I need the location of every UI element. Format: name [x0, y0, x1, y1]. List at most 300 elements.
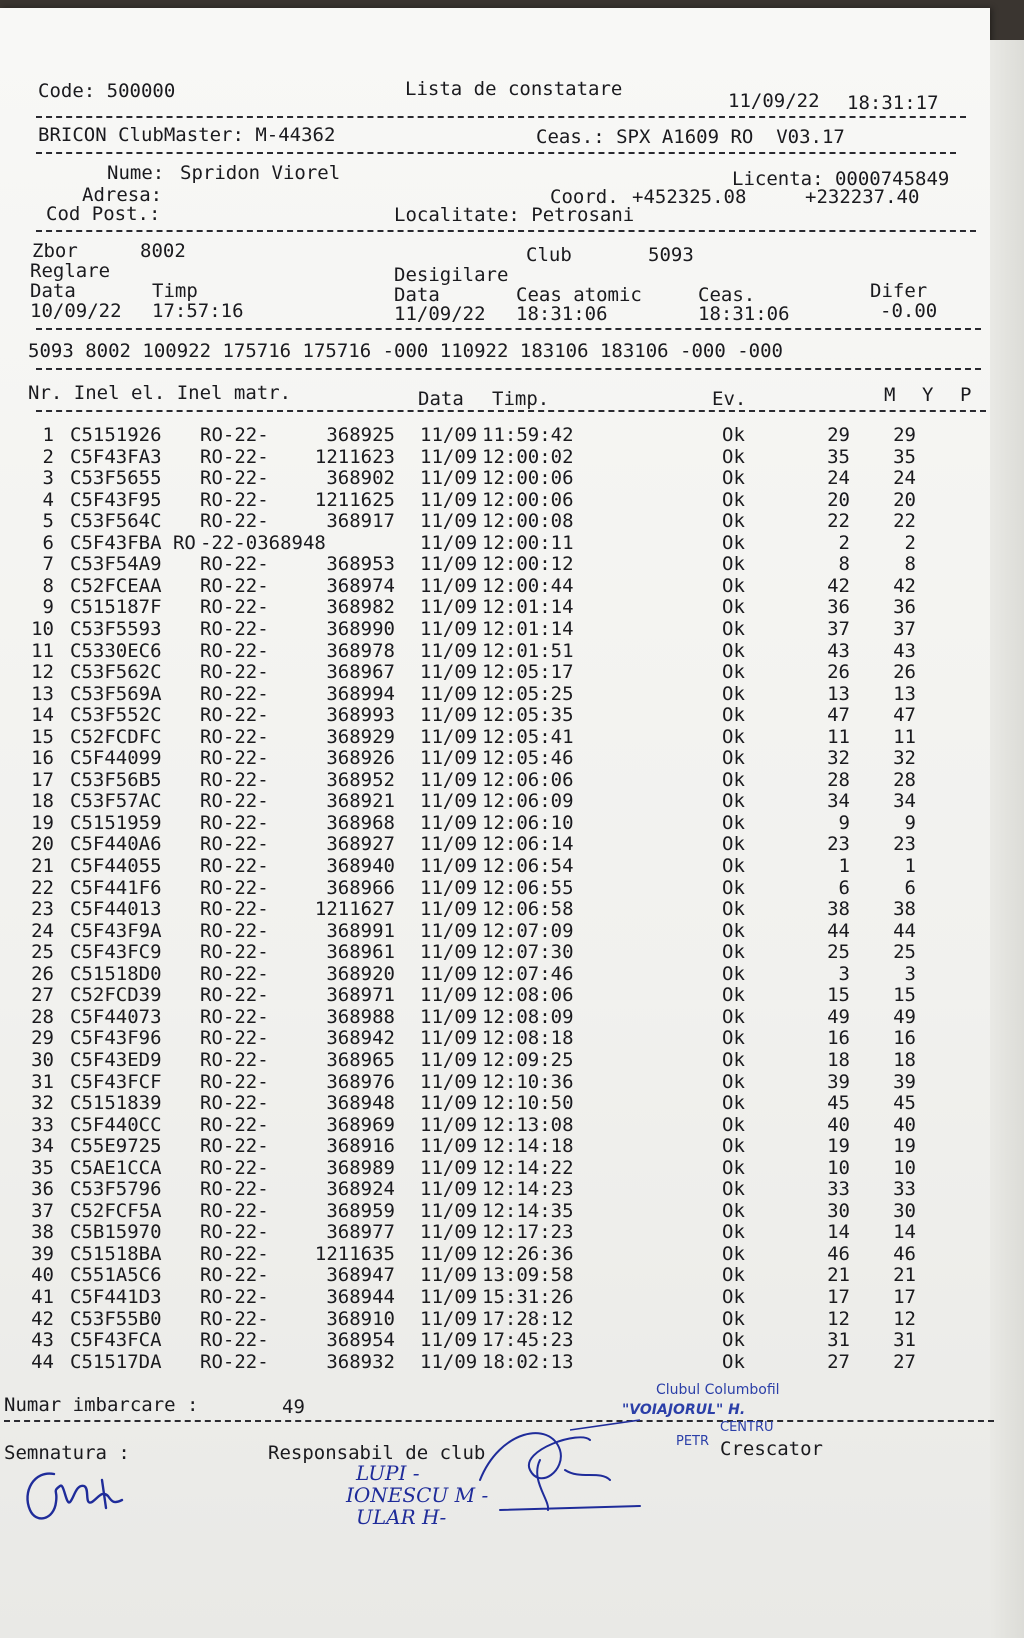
ring-prefix: RO-22- [200, 510, 269, 533]
arrival-time: 13:09:58 [482, 1264, 574, 1287]
y-value: 19 [893, 1135, 916, 1158]
row-number: 43 [31, 1329, 54, 1352]
stamp-line-4: PETR [676, 1434, 710, 1449]
row-number: 6 [42, 531, 54, 554]
ring-number: 368961 [326, 941, 395, 964]
y-value: 33 [893, 1178, 916, 1201]
y-value: 22 [893, 510, 916, 533]
table-row [0, 812, 990, 833]
m-value: 37 [827, 617, 850, 640]
event-status: Ok [722, 531, 745, 554]
arrival-time: 11:59:42 [482, 424, 574, 446]
arrival-time: 12:06:10 [482, 811, 574, 834]
reglare-time: 17:57:16 [152, 300, 244, 322]
electronic-ring: C515187F [70, 596, 162, 619]
arrival-time: 12:07:30 [482, 941, 574, 964]
arrival-date: 11/09 [420, 833, 478, 856]
electronic-ring: C5F43FC9 [70, 941, 162, 964]
m-value: 30 [827, 1199, 850, 1222]
arrival-time: 12:00:11 [482, 531, 574, 554]
ring-prefix: RO-22- [200, 1199, 269, 1222]
row-number: 24 [31, 919, 54, 942]
arrival-date: 11/09 [420, 919, 478, 942]
license: Licenta: 0000745849 [732, 168, 950, 190]
arrival-time: 12:06:55 [482, 876, 574, 899]
table-row [0, 640, 990, 661]
arrival-date: 11/09 [420, 984, 478, 1007]
electronic-ring: C51518D0 [70, 962, 162, 985]
m-value: 13 [827, 682, 850, 705]
signature-label: Semnatura : [4, 1442, 130, 1464]
stamp-line-3: CENTRU [720, 1420, 774, 1435]
y-value: 27 [893, 1350, 916, 1373]
ring-prefix: RO-22- [200, 1156, 269, 1179]
table-row [0, 833, 990, 854]
event-status: Ok [722, 1135, 745, 1158]
y-value: 1 [904, 855, 916, 877]
table-row [0, 1286, 990, 1307]
y-value: 34 [893, 790, 916, 813]
desig-atomic: 18:31:06 [516, 303, 608, 325]
table-row [0, 1329, 990, 1350]
difer-label: Difer [870, 280, 928, 302]
row-number: 33 [31, 1113, 54, 1136]
ring-prefix: RO-22- [200, 811, 269, 834]
row-number: 14 [31, 704, 54, 727]
electronic-ring: C5F440A6 [70, 833, 162, 856]
arrival-date: 11/09 [420, 445, 478, 468]
event-status: Ok [722, 1199, 745, 1222]
event-status: Ok [722, 682, 745, 705]
arrival-time: 12:01:51 [482, 639, 574, 662]
event-status: Ok [722, 1005, 745, 1028]
y-value: 32 [893, 747, 916, 770]
ring-prefix: RO-22- [200, 617, 269, 640]
event-status: Ok [722, 1329, 745, 1352]
arrival-time: 12:06:14 [482, 833, 574, 856]
arrival-time: 12:06:06 [482, 768, 574, 791]
reglare-label: Reglare [30, 260, 111, 282]
club-label: Club [526, 244, 572, 266]
arrival-date: 11/09 [420, 1350, 478, 1373]
club-number: 5093 [648, 244, 694, 266]
table-row [0, 683, 990, 704]
arrival-time: 12:14:23 [482, 1178, 574, 1201]
arrival-date: 11/09 [420, 790, 478, 813]
row-number: 31 [31, 1070, 54, 1093]
electronic-ring: C5F43FBA RO [70, 531, 196, 554]
club-responsible-label: Responsabil de club [268, 1442, 486, 1464]
arrival-time: 12:07:46 [482, 962, 574, 985]
electronic-ring: C5F43FCF [70, 1070, 162, 1093]
table-row [0, 575, 990, 596]
arrival-time: 12:00:44 [482, 574, 574, 597]
electronic-ring: C53F56B5 [70, 768, 162, 791]
y-value: 31 [893, 1329, 916, 1352]
m-value: 34 [827, 790, 850, 813]
ring-number: 368976 [326, 1070, 395, 1093]
m-value: 22 [827, 510, 850, 533]
electronic-ring: C53F5655 [70, 467, 162, 490]
event-status: Ok [722, 1307, 745, 1330]
electronic-ring: C53F5593 [70, 617, 162, 640]
electronic-ring: C53F54A9 [70, 553, 162, 576]
ring-prefix: RO-22- [200, 1307, 269, 1330]
ring-prefix: RO-22- [200, 488, 269, 511]
y-value: 47 [893, 704, 916, 727]
arrival-date: 11/09 [420, 1286, 478, 1308]
ring-number: 368954 [326, 1329, 395, 1352]
table-row [0, 1157, 990, 1178]
event-status: Ok [722, 1264, 745, 1287]
event-status: Ok [722, 488, 745, 511]
arrival-time: 12:05:25 [482, 682, 574, 705]
event-status: Ok [722, 941, 745, 964]
table-row [0, 877, 990, 898]
electronic-ring: C5F43F95 [70, 488, 162, 511]
event-status: Ok [722, 704, 745, 727]
arrival-date: 11/09 [420, 1092, 478, 1115]
ring-number: 368952 [326, 768, 395, 791]
m-value: 1 [838, 855, 850, 877]
ring-number: 368990 [326, 617, 395, 640]
table-row [0, 596, 990, 617]
event-status: Ok [722, 1221, 745, 1244]
m-value: 28 [827, 768, 850, 791]
row-number: 23 [31, 898, 54, 921]
y-value: 16 [893, 1027, 916, 1050]
ring-prefix: RO-22- [200, 747, 269, 770]
event-status: Ok [722, 1156, 745, 1179]
arrival-date: 11/09 [420, 704, 478, 727]
flight-number: 8002 [140, 240, 186, 262]
event-status: Ok [722, 768, 745, 791]
m-value: 32 [827, 747, 850, 770]
m-value: 15 [827, 984, 850, 1007]
separator [36, 230, 976, 232]
ring-number: 368925 [326, 424, 395, 446]
y-value: 30 [893, 1199, 916, 1222]
arrival-date: 11/09 [420, 424, 478, 446]
arrival-date: 11/09 [420, 553, 478, 576]
ring-number: 368982 [326, 596, 395, 619]
table-row [0, 747, 990, 768]
table-row [0, 1092, 990, 1113]
coord-label: Coord. [550, 186, 619, 208]
club-stamp [620, 1380, 820, 1450]
arrival-time: 12:14:22 [482, 1156, 574, 1179]
arrival-date: 11/09 [420, 747, 478, 770]
arrival-time: 12:00:06 [482, 488, 574, 511]
ring-number: 368942 [326, 1027, 395, 1050]
table-row [0, 1071, 990, 1092]
table-row [0, 661, 990, 682]
ring-number: 368926 [326, 747, 395, 770]
row-number: 30 [31, 1048, 54, 1071]
event-status: Ok [722, 596, 745, 619]
ring-number: 368977 [326, 1221, 395, 1244]
row-number: 17 [31, 768, 54, 791]
row-number: 11 [31, 639, 54, 662]
ring-prefix: RO-22- [200, 704, 269, 727]
electronic-ring: C5F44013 [70, 898, 162, 921]
table-row [0, 467, 990, 488]
ring-prefix: RO-22- [200, 1242, 269, 1265]
table-row [0, 532, 990, 553]
table-header-ring: Nr. Inel el. Inel matr. [28, 382, 292, 404]
y-value: 13 [893, 682, 916, 705]
event-status: Ok [722, 962, 745, 985]
y-value: 45 [893, 1092, 916, 1115]
reglare-data-label: Data [30, 280, 76, 302]
m-value: 44 [827, 919, 850, 942]
m-value: 19 [827, 1135, 850, 1158]
ring-number: 368924 [326, 1178, 395, 1201]
arrival-date: 11/09 [420, 1070, 478, 1093]
ring-prefix: RO-22- [200, 855, 269, 877]
m-value: 42 [827, 574, 850, 597]
electronic-ring: C5151926 [70, 424, 162, 446]
electronic-ring: C52FCD39 [70, 984, 162, 1007]
y-value: 25 [893, 941, 916, 964]
table-row [0, 855, 990, 876]
ring-prefix: RO-22- [200, 725, 269, 748]
ring-prefix: RO-22- [200, 1005, 269, 1028]
ring-number: 368920 [326, 962, 395, 985]
difer-value: -0.00 [880, 300, 938, 322]
table-header-m: M [884, 384, 896, 406]
row-number: 18 [31, 790, 54, 813]
y-value: 10 [893, 1156, 916, 1179]
separator [36, 328, 981, 330]
event-status: Ok [722, 725, 745, 748]
event-status: Ok [722, 1286, 745, 1308]
ring-number: 368916 [326, 1135, 395, 1158]
m-value: 26 [827, 661, 850, 684]
y-value: 20 [893, 488, 916, 511]
arrival-date: 11/09 [420, 531, 478, 554]
electronic-ring: C53F5796 [70, 1178, 162, 1201]
arrival-date: 11/09 [420, 1264, 478, 1287]
ring-number: 368965 [326, 1048, 395, 1071]
ring-prefix: RO-22- [200, 1135, 269, 1158]
arrival-date: 11/09 [420, 962, 478, 985]
ring-prefix: RO-22- [200, 682, 269, 705]
electronic-ring: C5F440CC [70, 1113, 162, 1136]
event-status: Ok [722, 1350, 745, 1373]
row-number: 15 [31, 725, 54, 748]
m-value: 8 [838, 553, 850, 576]
electronic-ring: C5F44055 [70, 855, 162, 877]
table-row [0, 1351, 990, 1372]
flight-label: Zbor [32, 240, 78, 262]
row-number: 41 [31, 1286, 54, 1308]
ring-number: 368967 [326, 661, 395, 684]
event-status: Ok [722, 833, 745, 856]
table-row [0, 510, 990, 531]
arrival-time: 12:09:25 [482, 1048, 574, 1071]
table-row [0, 790, 990, 811]
ring-prefix: RO-22- [200, 768, 269, 791]
arrival-time: 12:05:46 [482, 747, 574, 770]
event-status: Ok [722, 919, 745, 942]
y-value: 6 [904, 876, 916, 899]
m-value: 16 [827, 1027, 850, 1050]
y-value: 26 [893, 661, 916, 684]
y-value: 2 [904, 531, 916, 554]
table-row [0, 1308, 990, 1329]
table-row [0, 920, 990, 941]
ring-number: 368910 [326, 1307, 395, 1330]
ring-prefix: RO-22- [200, 984, 269, 1007]
address-label: Adresa: [82, 184, 163, 206]
table-row [0, 446, 990, 467]
electronic-ring: C52FCEAA [70, 574, 162, 597]
arrival-date: 11/09 [420, 855, 478, 877]
separator [36, 152, 956, 154]
arrival-time: 12:08:18 [482, 1027, 574, 1050]
electronic-ring: C5F43F9A [70, 919, 162, 942]
arrival-date: 11/09 [420, 488, 478, 511]
row-number: 16 [31, 747, 54, 770]
event-status: Ok [722, 1070, 745, 1093]
arrival-date: 11/09 [420, 941, 478, 964]
stamp-line-2: "VOIAJORUL" H. [622, 1402, 746, 1418]
electronic-ring: C53F562C [70, 661, 162, 684]
m-value: 29 [827, 424, 850, 446]
arrival-date: 11/09 [420, 639, 478, 662]
arrival-time: 12:08:06 [482, 984, 574, 1007]
ring-prefix: RO-22- [200, 661, 269, 684]
table-header-time: Timp. [492, 388, 550, 410]
arrival-date: 11/09 [420, 1156, 478, 1179]
arrival-time: 12:07:09 [482, 919, 574, 942]
electronic-ring: C5330EC6 [70, 639, 162, 662]
y-value: 44 [893, 919, 916, 942]
ring-prefix: RO-22- [200, 790, 269, 813]
y-value: 17 [893, 1286, 916, 1308]
arrival-time: 12:13:08 [482, 1113, 574, 1136]
ring-prefix: RO-22- [200, 574, 269, 597]
event-status: Ok [722, 984, 745, 1007]
row-number: 2 [42, 445, 54, 468]
ring-number: 368921 [326, 790, 395, 813]
table-row [0, 489, 990, 510]
ring-number: 368902 [326, 467, 395, 490]
row-number: 37 [31, 1199, 54, 1222]
document-title: Lista de constatare [405, 78, 623, 100]
arrival-time: 12:08:09 [482, 1005, 574, 1028]
ring-prefix: RO-22- [200, 1286, 269, 1308]
table-row [0, 726, 990, 747]
m-value: 24 [827, 467, 850, 490]
y-value: 49 [893, 1005, 916, 1028]
handwritten-name-2: IONESCU M - [346, 1483, 489, 1507]
arrival-date: 11/09 [420, 725, 478, 748]
event-status: Ok [722, 424, 745, 446]
arrival-time: 12:14:35 [482, 1199, 574, 1222]
event-status: Ok [722, 1178, 745, 1201]
ring-number: 368978 [326, 639, 395, 662]
m-value: 20 [827, 488, 850, 511]
table-row [0, 1264, 990, 1285]
m-value: 9 [838, 811, 850, 834]
arrival-date: 11/09 [420, 1027, 478, 1050]
table-row [0, 941, 990, 962]
row-number: 21 [31, 855, 54, 877]
print-date: 11/09/22 [728, 90, 820, 112]
event-status: Ok [722, 1242, 745, 1265]
row-number: 5 [42, 510, 54, 533]
ring-number: 368959 [326, 1199, 395, 1222]
electronic-ring: C5F43ED9 [70, 1048, 162, 1071]
y-value: 18 [893, 1048, 916, 1071]
electronic-ring: C5F441D3 [70, 1286, 162, 1308]
ring-number: 368988 [326, 1005, 395, 1028]
electronic-ring: C5F43FCA [70, 1329, 162, 1352]
arrival-time: 12:00:12 [482, 553, 574, 576]
table-header-ev: Ev. [712, 388, 747, 410]
m-value: 2 [838, 531, 850, 554]
event-status: Ok [722, 574, 745, 597]
ring-prefix: RO-22- [200, 962, 269, 985]
electronic-ring: C5F44073 [70, 1005, 162, 1028]
ring-prefix: RO-22- [200, 1178, 269, 1201]
table-header-p: P [960, 384, 972, 406]
electronic-ring: C551A5C6 [70, 1264, 162, 1287]
boarding-count: 49 [282, 1396, 305, 1418]
arrival-time: 12:26:36 [482, 1242, 574, 1265]
arrival-date: 11/09 [420, 1199, 478, 1222]
separator [36, 368, 981, 370]
code-label: Code: 500000 [38, 80, 176, 102]
ring-prefix: RO-22- [200, 639, 269, 662]
ring-number: 368944 [326, 1286, 395, 1308]
arrival-time: 12:10:50 [482, 1092, 574, 1115]
electronic-ring: C53F57AC [70, 790, 162, 813]
m-value: 33 [827, 1178, 850, 1201]
ring-number: 368994 [326, 682, 395, 705]
ring-prefix: RO-22- [200, 1092, 269, 1115]
ring-number: 1211625 [314, 488, 395, 511]
ring-prefix: RO-22- [200, 1329, 269, 1352]
electronic-ring: C5AE1CCA [70, 1156, 162, 1179]
arrival-time: 18:02:13 [482, 1350, 574, 1373]
handwritten-name-3: ULAR H- [356, 1505, 447, 1529]
desig-clock: 18:31:06 [698, 303, 790, 325]
ring-number: 368927 [326, 833, 395, 856]
row-number: 26 [31, 962, 54, 985]
arrival-date: 11/09 [420, 467, 478, 490]
event-status: Ok [722, 747, 745, 770]
electronic-ring: C5151959 [70, 811, 162, 834]
row-number: 28 [31, 1005, 54, 1028]
row-number: 13 [31, 682, 54, 705]
ring-prefix: -22-0368948 [200, 531, 326, 554]
electronic-ring: C5151839 [70, 1092, 162, 1115]
arrival-date: 11/09 [420, 1329, 478, 1352]
row-number: 32 [31, 1092, 54, 1115]
row-number: 27 [31, 984, 54, 1007]
postcode-label: Cod Post.: [46, 203, 161, 225]
electronic-ring: C53F55B0 [70, 1307, 162, 1330]
arrival-time: 12:05:17 [482, 661, 574, 684]
m-value: 46 [827, 1242, 850, 1265]
electronic-ring: C53F552C [70, 704, 162, 727]
arrival-date: 11/09 [420, 510, 478, 533]
ring-prefix: RO-22- [200, 1070, 269, 1093]
arrival-date: 11/09 [420, 1178, 478, 1201]
